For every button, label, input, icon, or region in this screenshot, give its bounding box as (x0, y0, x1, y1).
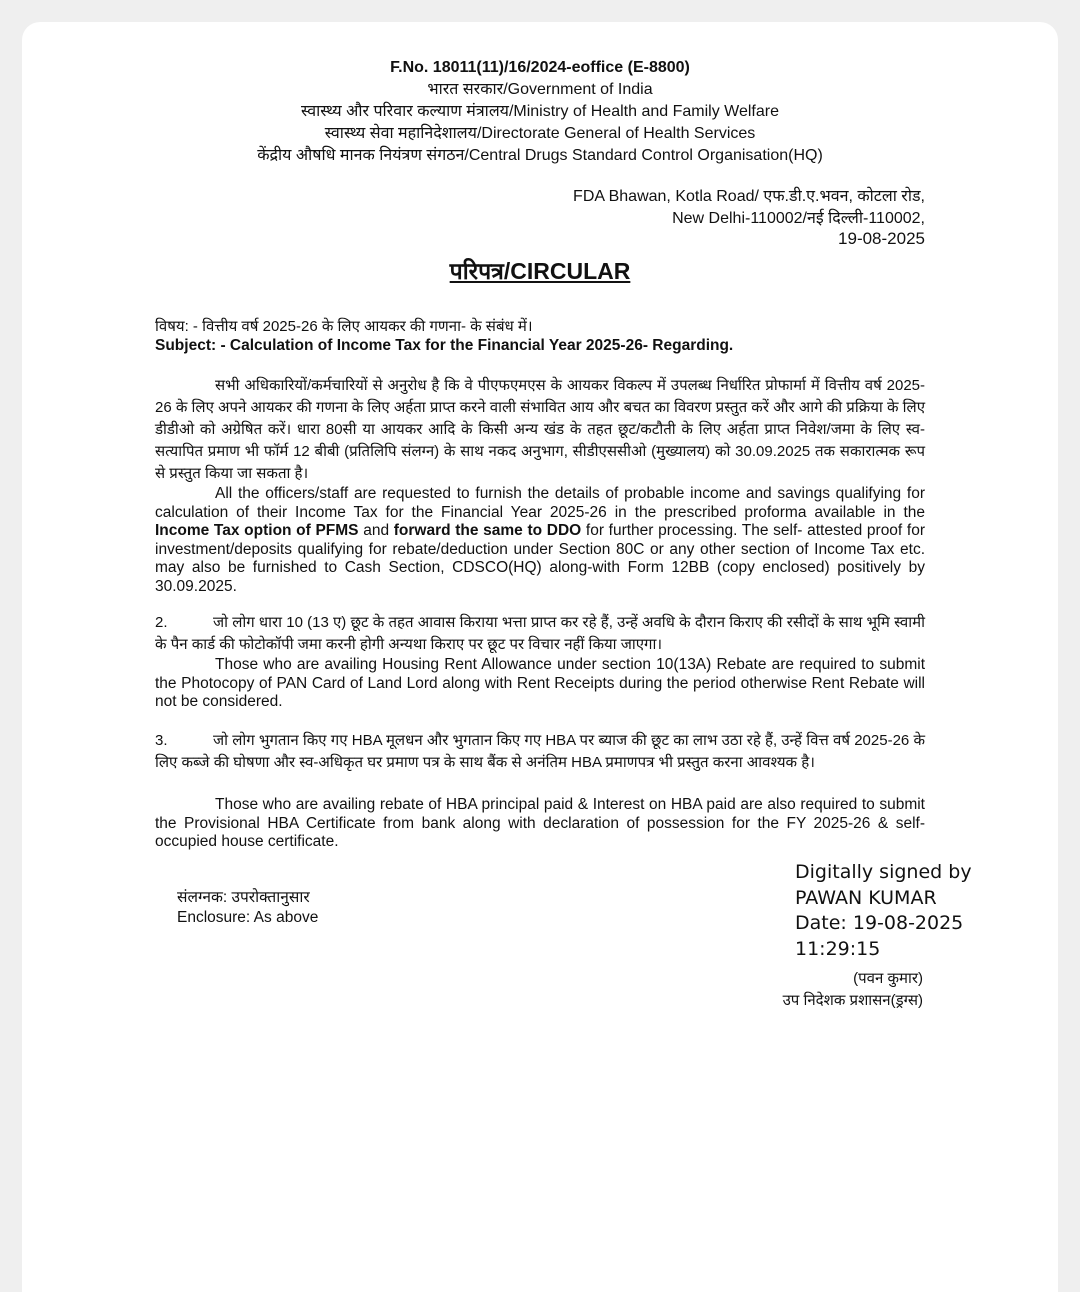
signer-name: (पवन कुमार) (853, 970, 923, 987)
digital-signature (795, 860, 972, 962)
paragraph-2-number: 2. (155, 614, 168, 631)
subject-hindi: विषय: - वित्तीय वर्ष 2025-26 के लिए आयकर की गणना- के संबंध में। (155, 318, 533, 335)
paragraph-3-hindi: 3. जो लोग भुगतान किए गए HBA मूलधन और भुगतान किए गए HBA पर ब्याज की छूट का लाभ उठा रहे हैं, उन्हें वित्त वर्ष 2025-26 के लिए कब्जे की घोषणा और स्व-अधिकृत घर प्रमाण पत्र के साथ बैंक से अनंतिम HBA प्रमाणपत्र भी प्रस्तुत करना आवश्यक है। (155, 732, 925, 771)
signature-line-2: PAWAN KUMAR (795, 886, 937, 909)
address-line-2: New Delhi-110002/नई दिल्ली-110002, (672, 210, 925, 227)
document-page (22, 22, 1058, 1292)
paragraph-1-hindi: सभी अधिकारियों/कर्मचारियों से अनुरोध है कि वे पीएफएमएस के आयकर विकल्प में उपलब्ध निर्धारित प्रोफार्मा में वित्तीय वर्ष 2025-26 के लिए अपने आयकर की गणना के लिए अर्हता प्राप्त करने वाली संभावित आय और बचत का विवरण प्रस्तुत करें और आगे की प्रक्रिया के लिए डीडीओ को अग्रेषित करें। धारा 80सी या आयकर आदि के किसी अन्य खंड के तहत छूट/कटौती के लिए अर्हता प्राप्त निवेश/जमा के लिए स्व-सत्यापित प्रमाण भी फॉर्म 12 बीबी (प्रतिलिपि संलग्न) के साथ नकद अनुभाग, सीडीएससीओ (मुख्यालय) को 30.09.2025 तक सकारात्मक रूप से प्रस्तुत किया जा सकता है। (155, 377, 926, 482)
ministry-line: स्वास्थ्य और परिवार कल्याण मंत्रालय/Ministry of Health and Family Welfare (301, 103, 779, 120)
signer-designation: उप निदेशक प्रशासन(ड्रग्स) (782, 992, 923, 1009)
signer-block (783, 968, 923, 1012)
file-number: F.No. 18011(11)/16/2024-eoffice (E-8800) (390, 59, 690, 76)
page-title: परिपत्र/CIRCULAR (449, 258, 631, 284)
signature-line-1: Digitally signed by (795, 861, 972, 883)
government-line: भारत सरकार/Government of India (427, 81, 653, 98)
enclosure-block (177, 888, 318, 928)
paragraph-1-english: All the officers/staff are requested to furnish the details of probable income and savings qualifying for calculation of their Income Tax for the Financial Year 2025-26 in the prescribed proforma available in the Income Tax option of PFMS and forward the same to DDO for further processing. The self- attested proof for investment/deposits qualifying for rebate/deduction under Section 80C or any other section of Income Tax etc. may also be furnished to Cash Section, CDSCO(HQ) along-with Form 12BB (copy enclosed) positively by 30.09.2025. (155, 485, 925, 595)
enclosure-english: Enclosure: As above (177, 909, 319, 926)
address-line-1: FDA Bhawan, Kotla Road/ एफ.डी.ए.भवन, कोटला रोड, (573, 188, 925, 205)
directorate-line: स्वास्थ्य सेवा महानिदेशालय/Directorate General of Health Services (324, 125, 756, 142)
paragraph-2-english: Those who are availing Housing Rent Allowance under section 10(13A) Rebate are required to submit the Photocopy of PAN Card of Land Lord along with Rent Receipts during the period otherwise Rent Rebate will not be considered. (155, 656, 925, 710)
paragraph-3-number: 3. (155, 732, 168, 749)
address-block (573, 186, 925, 230)
paragraph-2-hindi: 2. जो लोग धारा 10 (13 ए) छूट के तहत आवास किराया भत्ता प्राप्त कर रहे हैं, उन्हें अवधि के दौरान किराए की रसीदों के साथ भूमि स्वामी के पैन कार्ड की फोटोकॉपी जमा करनी होगी अन्यथा किराए पर छूट पर विचार नहीं किया जाएगा। (155, 614, 925, 653)
document-date: 19-08-2025 (838, 229, 925, 248)
enclosure-hindi: संलग्नक: उपरोक्तानुसार (177, 889, 310, 906)
subject-english: Subject: - Calculation of Income Tax for the Financial Year 2025-26- Regarding. (155, 337, 734, 354)
signature-line-3: Date: 19-08-2025 (795, 912, 964, 934)
paragraph-3-english: Those who are availing rebate of HBA principal paid & Interest on HBA paid are also required to submit the Provisional HBA Certificate from bank along with declaration of possession for the FY 2025-26 & self-occupied house certificate. (155, 796, 925, 850)
organisation-line: केंद्रीय औषधि मानक नियंत्रण संगठन/Central Drugs Standard Control Organisation(HQ) (257, 147, 823, 164)
signature-line-4: 11:29:15 (795, 937, 881, 960)
